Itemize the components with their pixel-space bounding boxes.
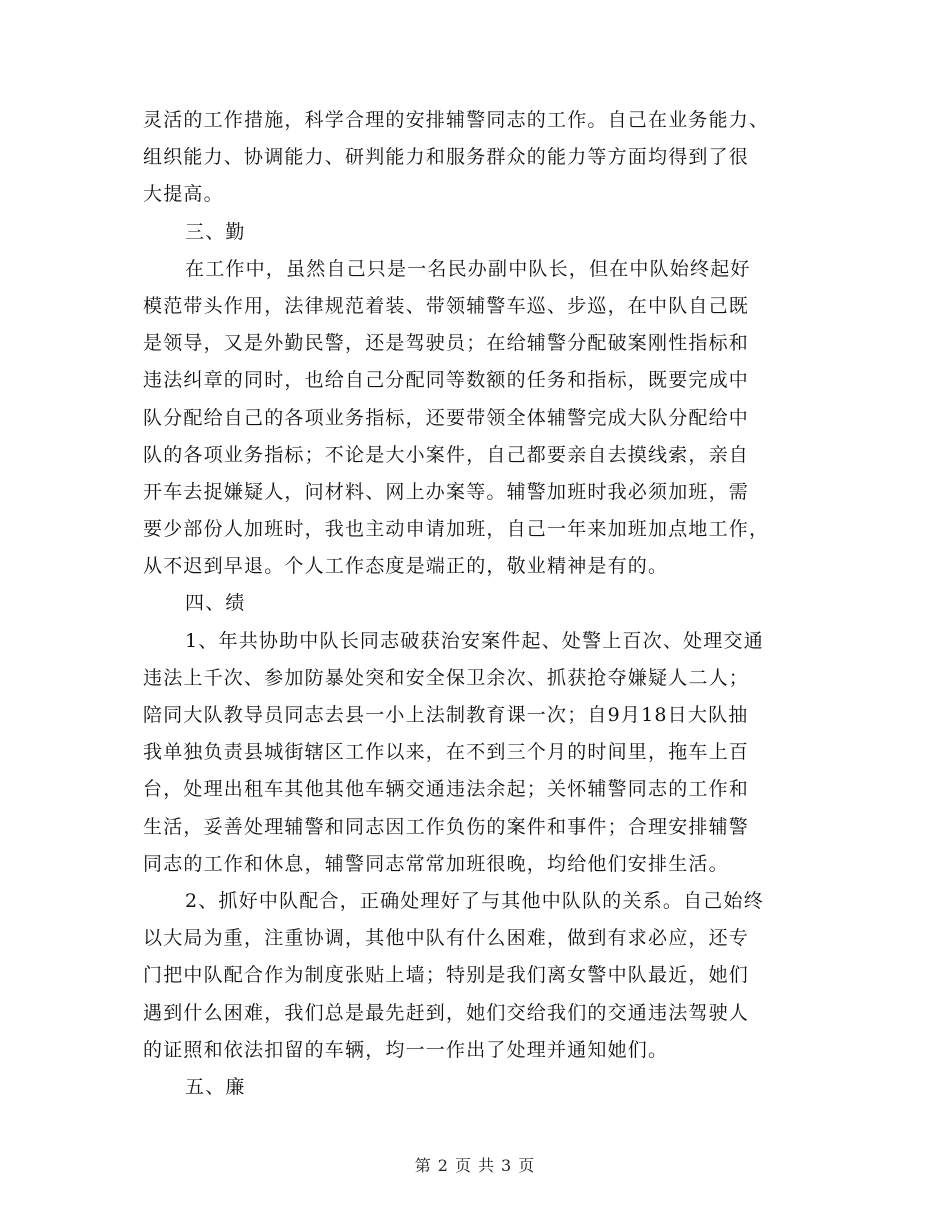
text-line: 遇到什么困难，我们总是最先赶到，她们交给我们的交通违法驾驶人 [143, 1001, 750, 1024]
footer-prefix: 第 [414, 1156, 432, 1175]
text-line: 组织能力、协调能力、研判能力和服务群众的能力等方面均得到了很 [143, 146, 750, 169]
text-line: 灵活的工作措施，科学合理的安排辅警同志的工作。自己在业务能力、 [143, 109, 770, 131]
text-line: 是领导，又是外勤民警，还是驾驶员；在给辅警分配破案刚性指标和 [143, 332, 750, 355]
text-line: 我单独负责县城街辖区工作以来，在不到三个月的时间里，拖车上百 [143, 741, 750, 764]
text-line: 五、廉 [185, 1075, 246, 1098]
text-line: 要少部份人加班时，我也主动申请加班，自己一年来加班加点地工作， [143, 518, 770, 541]
footer-current-page: 2 [437, 1156, 449, 1175]
text-line: 从不迟到早退。个人工作态度是端正的，敬业精神是有的。 [143, 555, 669, 578]
text-line: 四、绩 [185, 592, 246, 615]
text-line: 队的各项业务指标；不论是大小案件，自己都要亲自去摸线索，亲自 [143, 443, 750, 466]
footer-total-pages: 3 [501, 1156, 513, 1175]
text-line: 模范带头作用，法律规范着装、带领辅警车巡、步巡，在中队自己既 [143, 294, 750, 317]
text-line: 陪同大队教导员同志去县一小上法制教育课一次；自9月18日大队抽 [143, 704, 749, 726]
footer-middle: 页 共 [454, 1156, 496, 1175]
text-line: 违法上千次、参加防暴处突和安全保卫余次、抓获抢夺嫌疑人二人； [143, 666, 750, 689]
text-line: 的证照和依法扣留的车辆，均一一作出了处理并通知她们。 [143, 1038, 669, 1061]
text-line: 在工作中，虽然自己只是一名民办副中队长，但在中队始终起好 [185, 257, 751, 280]
text-line: 违法纠章的同时，也给自己分配同等数额的任务和指标，既要完成中 [143, 369, 750, 392]
text-line: 以大局为重，注重协调，其他中队有什么困难，做到有求必应，还专 [143, 927, 750, 950]
text-line: 2、抓好中队配合，正确处理好了与其他中队队的关系。自己始终 [185, 889, 764, 912]
text-line: 台，处理出租车其他其他车辆交通违法余起；关怀辅警同志的工作和 [143, 778, 750, 801]
text-line: 门把中队配合作为制度张贴上墙；特别是我们离女警中队最近，她们 [143, 964, 750, 987]
text-line: 队分配给自己的各项业务指标，还要带领全体辅警完成大队分配给中 [143, 406, 750, 429]
text-line: 大提高。 [143, 183, 224, 206]
page-footer [0, 1153, 950, 1176]
text-line: 三、勤 [185, 220, 246, 243]
text-line: 生活，妥善处理辅警和同志因工作负伤的案件和事件；合理安排辅警 [143, 815, 750, 838]
text-line: 1、年共协助中队长同志破获治安案件起、处警上百次、处理交通 [185, 629, 764, 652]
document-body [143, 102, 803, 1106]
text-line: 同志的工作和休息，辅警同志常常加班很晚，均给他们安排生活。 [143, 852, 729, 875]
text-line: 开车去捉嫌疑人，问材料、网上办案等。辅警加班时我必须加班，需 [143, 480, 750, 503]
footer-suffix: 页 [518, 1156, 536, 1175]
